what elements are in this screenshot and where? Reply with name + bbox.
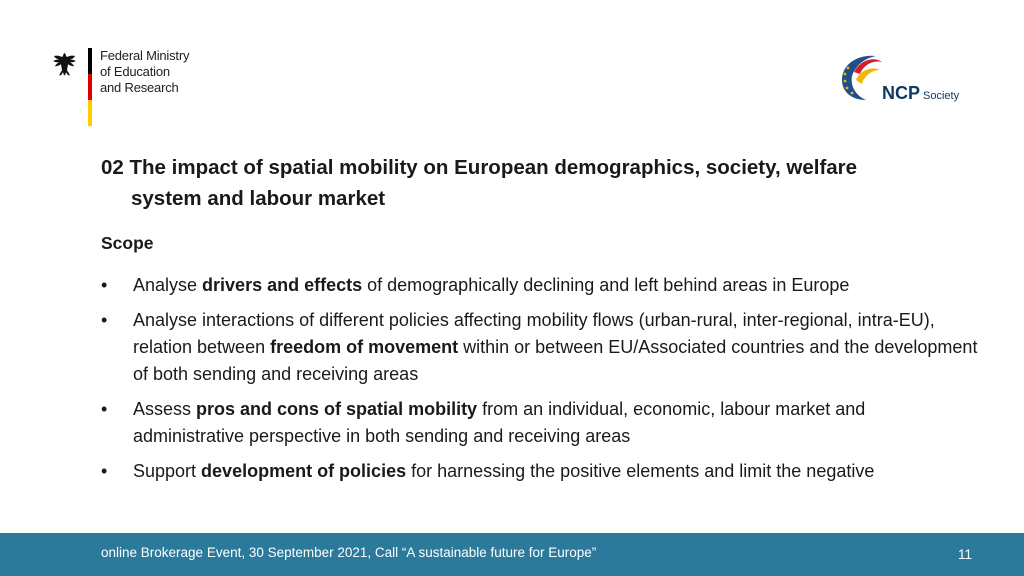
- flag-gold-stripe: [88, 100, 92, 126]
- bmbf-logo: [50, 46, 210, 130]
- bmbf-name: [100, 48, 189, 96]
- bullet-dot: •: [101, 310, 108, 330]
- slide-title: [101, 152, 961, 214]
- flag-red-stripe: [88, 74, 92, 100]
- bullet-item: [101, 272, 981, 299]
- bullet-text: Assess: [133, 399, 197, 419]
- scope-bullet-list: [101, 272, 981, 493]
- bullet-dot: •: [101, 399, 108, 419]
- ncp-wordmark: [882, 83, 959, 104]
- bullet-bold: development of policies: [201, 461, 407, 481]
- bullet-item: [101, 396, 981, 450]
- bullet-text: from an individual, economic, labour market and administrative perspective in both sending and receiving areas: [133, 399, 866, 446]
- federal-eagle-icon: [50, 50, 82, 82]
- bullet-bold: pros and cons of spatial mobility: [196, 399, 478, 419]
- bullet-text: for harnessing the positive elements and limit the negative: [406, 461, 875, 481]
- bullet-item: [101, 458, 981, 485]
- bmbf-line-1: Federal Ministry: [100, 48, 190, 63]
- bullet-dot: •: [101, 275, 108, 295]
- bmbf-line-3: and Research: [100, 80, 179, 95]
- bullet-item: [101, 307, 981, 388]
- bullet-bold: freedom of movement: [270, 337, 459, 357]
- ncp-name: NCP: [882, 83, 921, 103]
- flag-black-stripe: [88, 48, 92, 74]
- ncp-subtitle: Society: [923, 90, 960, 102]
- bullet-bold: drivers and effects: [202, 275, 363, 295]
- bullet-text: within or between EU/Associated countries and the development of both sending and receiving areas: [133, 337, 978, 384]
- ncp-swoosh-icon: [836, 50, 886, 106]
- scope-heading: Scope: [101, 233, 154, 253]
- bullet-text: Analyse interactions of different policies affecting mobility flows (urban-rural, inter-regional, intra-EU), relation between: [133, 310, 935, 357]
- footer-event-text: online Brokerage Event, 30 September 2021, Call “A sustainable future for Europe”: [101, 545, 597, 560]
- title-number: 02: [101, 156, 124, 179]
- bullet-text: of demographically declining and left behind areas in Europe: [362, 275, 850, 295]
- title-line-1: The impact of spatial mobility on European demographics, society, welfare: [129, 156, 858, 179]
- bullet-dot: •: [101, 461, 108, 481]
- german-flag-bar: [88, 48, 92, 126]
- bullet-text: Support: [133, 461, 202, 481]
- title-line-2: system and labour market: [131, 187, 386, 210]
- bullet-text: Analyse: [133, 275, 203, 295]
- page-number: 11: [957, 547, 972, 562]
- ncp-society-logo: [836, 50, 966, 110]
- bmbf-line-2: of Education: [100, 64, 170, 79]
- footer-bar: [0, 533, 1024, 576]
